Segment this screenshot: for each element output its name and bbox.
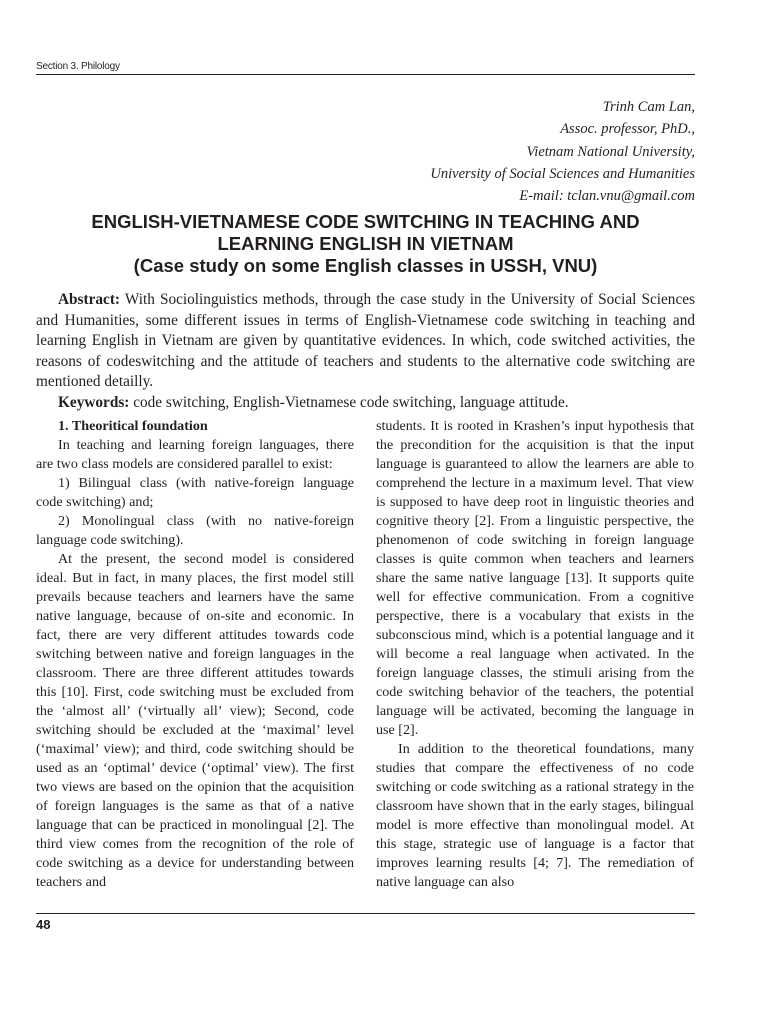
abstract-paragraph — [36, 290, 695, 393]
footer-rule — [36, 913, 695, 914]
title-line-1: ENGLISH-VIETNAMESE CODE SWITCHING IN TEACHING AND — [91, 211, 640, 232]
abstract-block — [36, 290, 695, 413]
author-position: Assoc. professor, PhD., — [560, 121, 695, 138]
body-paragraph: 2) Monolingual class (with no native-foreign language code switching). — [36, 513, 354, 548]
body-paragraph: In teaching and learning foreign languages, there are two class models are considered parallel to exist: — [36, 437, 354, 472]
title-line-2: LEARNING ENGLISH IN VIETNAM — [217, 233, 514, 254]
section-heading: 1. Theoritical foundation — [58, 418, 208, 434]
keywords-label: Keywords: — [58, 393, 130, 411]
keywords-paragraph — [36, 393, 695, 414]
keywords-text: code switching, English-Vietnamese code switching, language attitude. — [133, 393, 569, 411]
author-university: Vietnam National University, — [526, 143, 695, 160]
title-subtitle: (Case study on some English classes in USSH, VNU) — [133, 255, 598, 276]
author-email: E-mail: tclan.vnu@gmail.com — [519, 188, 695, 205]
body-column-right — [376, 417, 694, 892]
paper-title — [36, 211, 695, 277]
body-column-left — [36, 417, 354, 892]
abstract-label: Abstract: — [58, 291, 121, 308]
running-head: Section 3. Philology — [36, 61, 120, 72]
body-paragraph: In addition to the theoretical foundations, many studies that compare the effectiveness of no code switching or code switching as a rational strategy in the classroom have shown that in the early stages, bilingual model is more effective than monolingual model. At this stage, strategic use of language is a factor that improves learning results [4; 7]. The remediation of native language can also — [376, 741, 694, 890]
header-rule — [36, 74, 695, 75]
body-paragraph: At the present, the second model is considered ideal. But in fact, in many places, the first model still prevails because teachers and learners have the same native language, because of on-site and economic. In fact, there are very different attitudes towards code switching between native and foreign languages in the classroom. There are three different attitudes towards this [10]. First, code switching must be excluded from the ‘almost all’ (‘virtually all’ view); Second, code switching should be excluded at the ‘maximal’ level (‘maximal’ view); and third, code switching should be used as an ‘optimal’ device (‘optimal’ view). The first two views are based on the opinion that the acquisition of foreign languages is the same as that of a native language that can be practiced in monolingual [2]. The third view comes from the recognition of the role of code switching as a device for understanding between teachers and — [36, 551, 354, 890]
page-number: 48 — [36, 917, 51, 932]
author-faculty: University of Social Sciences and Humanities — [430, 165, 695, 182]
abstract-text: With Sociolinguistics methods, through the case study in the University of Social Sciences and Humanities, some different issues in terms of English-Vietnamese code switching in teaching and learning English in Vietnam are given by quantitative evidences. In which, code switched activities, the reasons of codeswitching and the attitude of teachers and students to the alternative code switching are mentioned detailly. — [36, 291, 695, 390]
body-paragraph: 1) Bilingual class (with native-foreign language code switching) and; — [36, 475, 354, 510]
body-paragraph: students. It is rooted in Krashen’s input hypothesis that the precondition for the acquisition is that the input language is guaranteed to allow the learners are able to comprehend the lecture in a maximum level. That view is supposed to have deep root in linguistic theories and cognitive theory [2]. From a linguistic perspective, the phenomenon of code switching in foreign language classes is quite common when teachers and learners share the same native language [13]. It supports quite well for effective communication. From a cognitive perspective, there is a vocabulary that exists in the subconscious mind, which is a potential language and it will become a real language when activated. In the foreign language classes, the stimuli arising from the code switching behavior of the teachers, the potential language will be activated, becoming the language in use [2]. — [376, 418, 694, 738]
author-block — [430, 96, 695, 207]
author-name: Trinh Cam Lan, — [602, 99, 695, 115]
